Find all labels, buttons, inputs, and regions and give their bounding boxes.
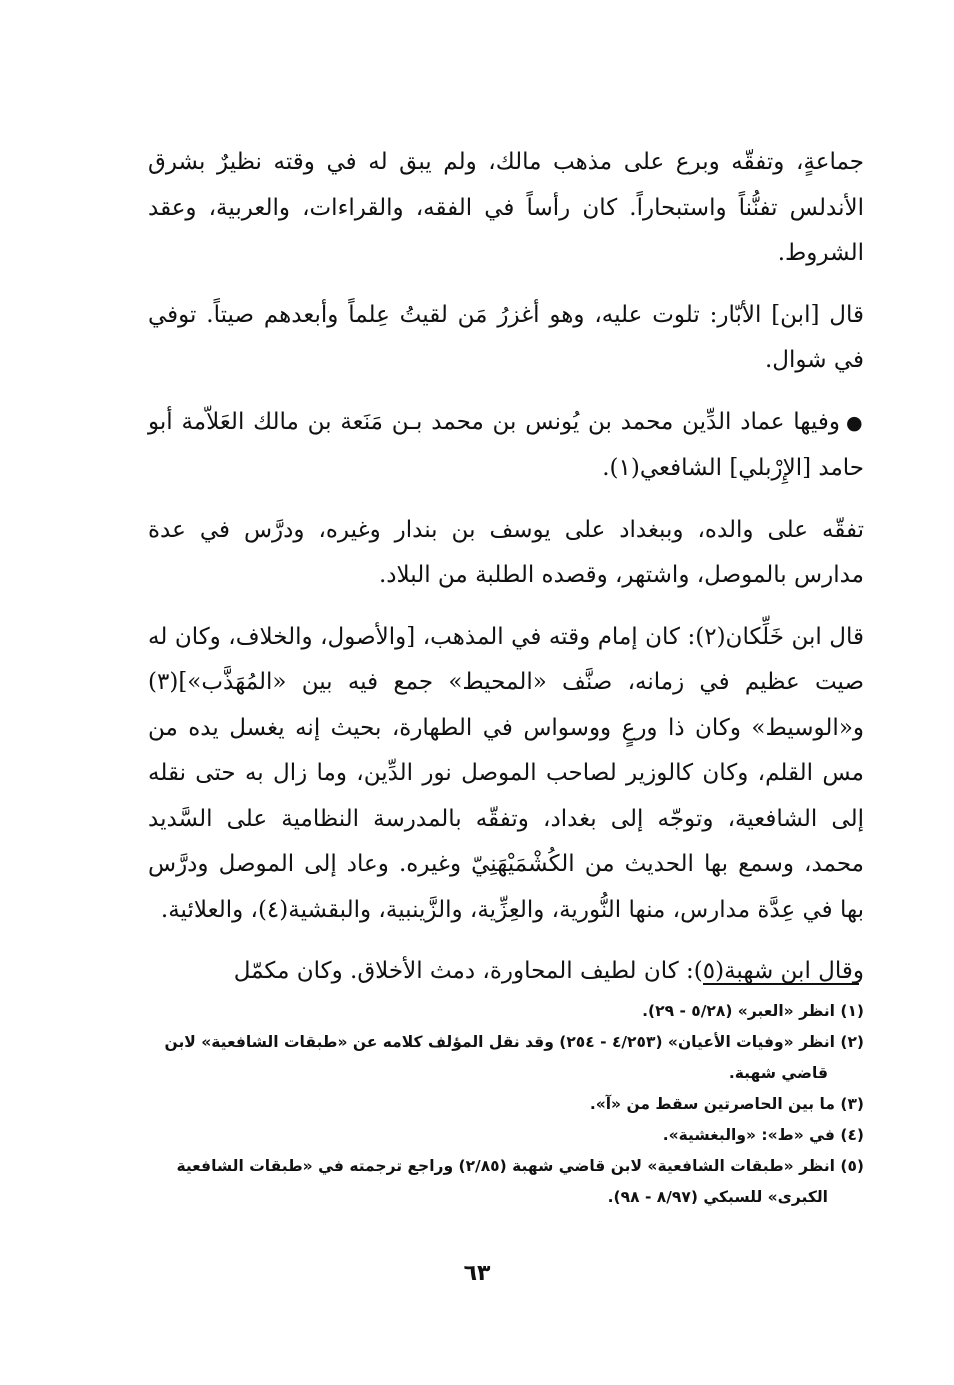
paragraph-6: وقال ابن شهبة(٥): كان لطيف المحاورة، دمث الأخلاق. وكان مكمّل <box>233 958 864 984</box>
footnote-separator <box>703 983 859 985</box>
footnote-4: (٤) في «ط»: «والبغشية». <box>662 1126 864 1144</box>
paragraph-5: قال ابن خَلِّكان(٢): كان إمام وقته في المذهب، [والأصول، والخلاف، وكان له صيت عظيم في زمانه، صنَّف «المحيط» جمع فيه بين «المُهَذَّب»](٣) و«الوسيط» وكان ذا ورعٍ ووسواس في الطهارة، بحيث إنه يغسل يده من مس القلم، وكان كالوزير لصاحب الموصل نور الدِّين، وما زال به حتى نقله إلى الشافعية، وتوجّه إلى بغداد، وتفقّه بالمدرسة النظامية على السَّديد محمد، وسمع بها الحديث من الكُشْمَيْهَنِيّ وغيره. وعاد إلى الموصل ودرَّس بها في عِدَّة مدارس، منها النُّورية، والعِزِّية، والزَّينبية، والبقشية(٤)، والعلائية. <box>148 623 864 923</box>
main-text <box>148 140 864 995</box>
footnotes <box>148 996 864 1213</box>
footnote-2: (٢) انظر «وفيات الأعيان» (٤/٢٥٣ - ٢٥٤) وقد نقل المؤلف كلامه عن «طبقات الشافعية» لابن قاضي شهبة. <box>164 1033 864 1082</box>
footnote-5: (٥) انظر «طبقات الشافعية» لابن قاضي شهبة (٢/٨٥) وراجع ترجمته في «طبقات الشافعية الكبرى» للسبكي (٨/٩٧ - ٩٨). <box>176 1157 864 1206</box>
paragraph-3-text: وفيها عماد الدِّين محمد بن يُونس بن محمد بـن مَنَعة بن مالك العَلاّمة أبو حامد [الإِرْبلي] الشافعي(١). <box>148 408 864 481</box>
page-number: ٦٣ <box>463 1261 491 1286</box>
footnote-3: (٣) ما بين الحاصرتين سقط من «آ». <box>589 1095 864 1113</box>
footnote-1: (١) انظر «العبر» (٥/٢٨ - ٢٩). <box>642 1002 864 1020</box>
paragraph-1: جماعةٍ، وتفقّه وبرع على مذهب مالك، ولم يبق له في وقته نظيرٌ بشرق الأندلس تفنُّناً واستبحاراً. كان رأساً في الفقه، والقراءات، والعربية، وعقد الشروط. <box>148 149 864 266</box>
paragraph-4: تفقّه على والده، وببغداد على يوسف بن بندار وغيره، ودرَّس في عدة مدارس بالموصل، واشتهر، وقصده الطلبة من البلاد. <box>148 516 864 588</box>
bullet-icon: ● <box>845 411 864 434</box>
paragraph-3 <box>148 400 864 492</box>
paragraph-2: قال [ابن] الأبّار: تلوت عليه، وهو أغزرُ مَن لقيتُ عِلماً وأبعدهم صيتاً. توفي في شوال. <box>148 301 864 373</box>
